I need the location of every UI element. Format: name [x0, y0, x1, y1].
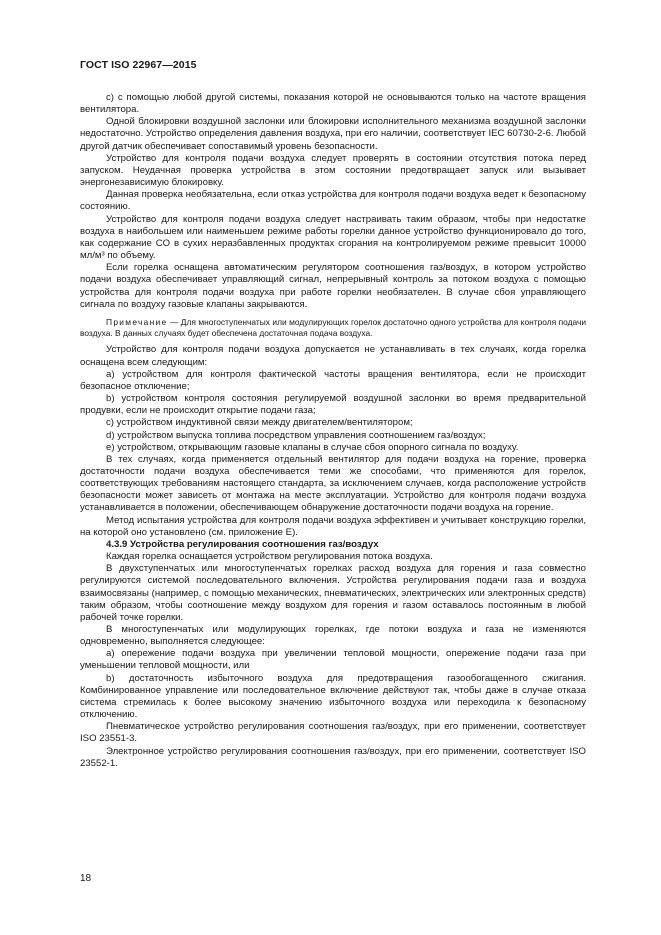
list-item-c: c) устройством индуктивной связи между двигателем/вентилятором;: [106, 417, 413, 429]
section-heading: 4.3.9 Устройства регулирования соотношения газ/воздух: [106, 538, 379, 550]
paragraph: Данная проверка необязательна, если отказ устройства для контроля подачи воздуха ведет к безопасному состоянию.: [80, 189, 586, 213]
paragraph: Если горелка оснащена автоматическим регулятором соотношения газ/воздух, в котором устройство подачи воздуха обеспечивает управляющий сигнал, непрерывный контроль за потоком воздуха с помощью устройства для контроля подачи воздуха при работе горелки необязателен. В случае сбоя управляющего сигнала по воздуху газовые клапаны закрываются.: [80, 262, 586, 310]
paragraph: Устройство для контроля подачи воздуха следует настраивать таким образом, чтобы при недостатке воздуха в наибольшем или наименьшем режиме работы горелки данное устройство функционировало до того, как содержание CO в сухих неразбавленных продуктах сгорания на контролируемом режиме превысит 10000 мл/м³ по объему.: [80, 213, 586, 262]
paragraph: В двухступенчатых или многоступенчатых горелках расход воздуха для горения и газа совместно регулируются системой последовательного включения. Устройства регулирования подачи газа и воздуха взаимосвязаны (например, с помощью механических, пневматических, электрических или электронных средств) таким образом, чтобы соотношение между воздухом для горения и газом оставалось постоянным в любой рабочей точке горелки.: [80, 563, 586, 623]
note: [80, 317, 586, 340]
paragraph: Одной блокировки воздушной заслонки или блокировки исполнительного механизма воздушной заслонки недостаточно. Устройство определения давления воздуха, при его наличии, соответствует IEC 60730-2-6. Любой другой датчик обеспечивает сопоставимый уровень безопасности.: [80, 116, 586, 152]
page-number: 18: [80, 873, 92, 884]
paragraph: Каждая горелка оснащается устройством регулирования потока воздуха.: [106, 551, 433, 563]
paragraph: Пневматическое устройство регулирования соотношения газ/воздух, при его применении, соответствует ISO 23551-3.: [80, 721, 586, 745]
document-header: ГОСТ ISO 22967—2015: [80, 59, 197, 71]
note-label: Примечание: [106, 316, 168, 327]
paragraph: Метод испытания устройства для контроля подачи воздуха эффективен и учитывает конструкцию горелки, на которой оно установлено (см. приложение E).: [80, 514, 586, 538]
paragraph: Устройство для контроля подачи воздуха следует проверять в состоянии отсутствия потока перед запуском. Неудачная проверка устройства в этом состоянии предотвращает запуск или вызывает энергонезависимую блокировку.: [80, 152, 586, 189]
list-item-b: b) достаточность избыточного воздуха для предотвращения газообогащенного сжигания. Комбинированное управление или последовательное включение действуют так, чтобы даже в случае отказа система стремилась к более высокому значению избыточного воздуха или переходила к безопасному отключению.: [80, 672, 586, 721]
paragraph: Электронное устройство регулирования соотношения газ/воздух, при его применении, соответствует ISO 23552-1.: [80, 745, 586, 769]
list-item-d: d) устройством выпуска топлива посредством управления соотношением газ/воздух;: [106, 429, 486, 441]
note-text: — Для многоступенчатых или модулирующих горелок достаточно одного устройства для контроля подачи воздуха. В данных случаях будет обеспечена достаточная подача воздуха.: [80, 316, 586, 339]
page-body: [80, 92, 586, 770]
list-item-b: b) устройством контроля состояния регулируемой воздушной заслонки во время предварительной продувки, если не происходит открытие подачи газа;: [80, 393, 586, 417]
paragraph: В многоступенчатых или модулирующих горелках, где потоки воздуха и газа не изменяются одновременно, выполняется следующее:: [80, 624, 586, 648]
paragraph: Устройство для контроля подачи воздуха допускается не устанавливать в тех случаях, когда горелка оснащена всем следующим:: [80, 344, 586, 368]
list-item-a: a) устройством для контроля фактической частоты вращения вентилятора, если не происходит безопасное отключение;: [80, 368, 586, 392]
list-item-e: e) устройством, открывающим газовые клапаны в случае сбоя опорного сигнала по воздуху.: [106, 441, 519, 453]
list-item-c: c) с помощью любой другой системы, показания которой не основываются только на частоте вращения вентилятора.: [80, 92, 586, 116]
list-item-a: a) опережение подачи воздуха при увеличении тепловой мощности, опережение подачи газа при уменьшении тепловой мощности, или: [80, 648, 586, 672]
paragraph: В тех случаях, когда применяется отдельный вентилятор для подачи воздуха на горение, проверка достаточности подачи воздуха обеспечивается теми же способами, что применяются для горелок, соответствующих требованиям настоящего стандарта, за исключением случаев, когда расположение устройств безопасности может зависеть от монтажа на месте эксплуатации. Устройство для контроля подачи воздуха устанавливается в положении, обеспечивающем обнаружение достаточности подачи воздуха на горение.: [80, 453, 586, 514]
